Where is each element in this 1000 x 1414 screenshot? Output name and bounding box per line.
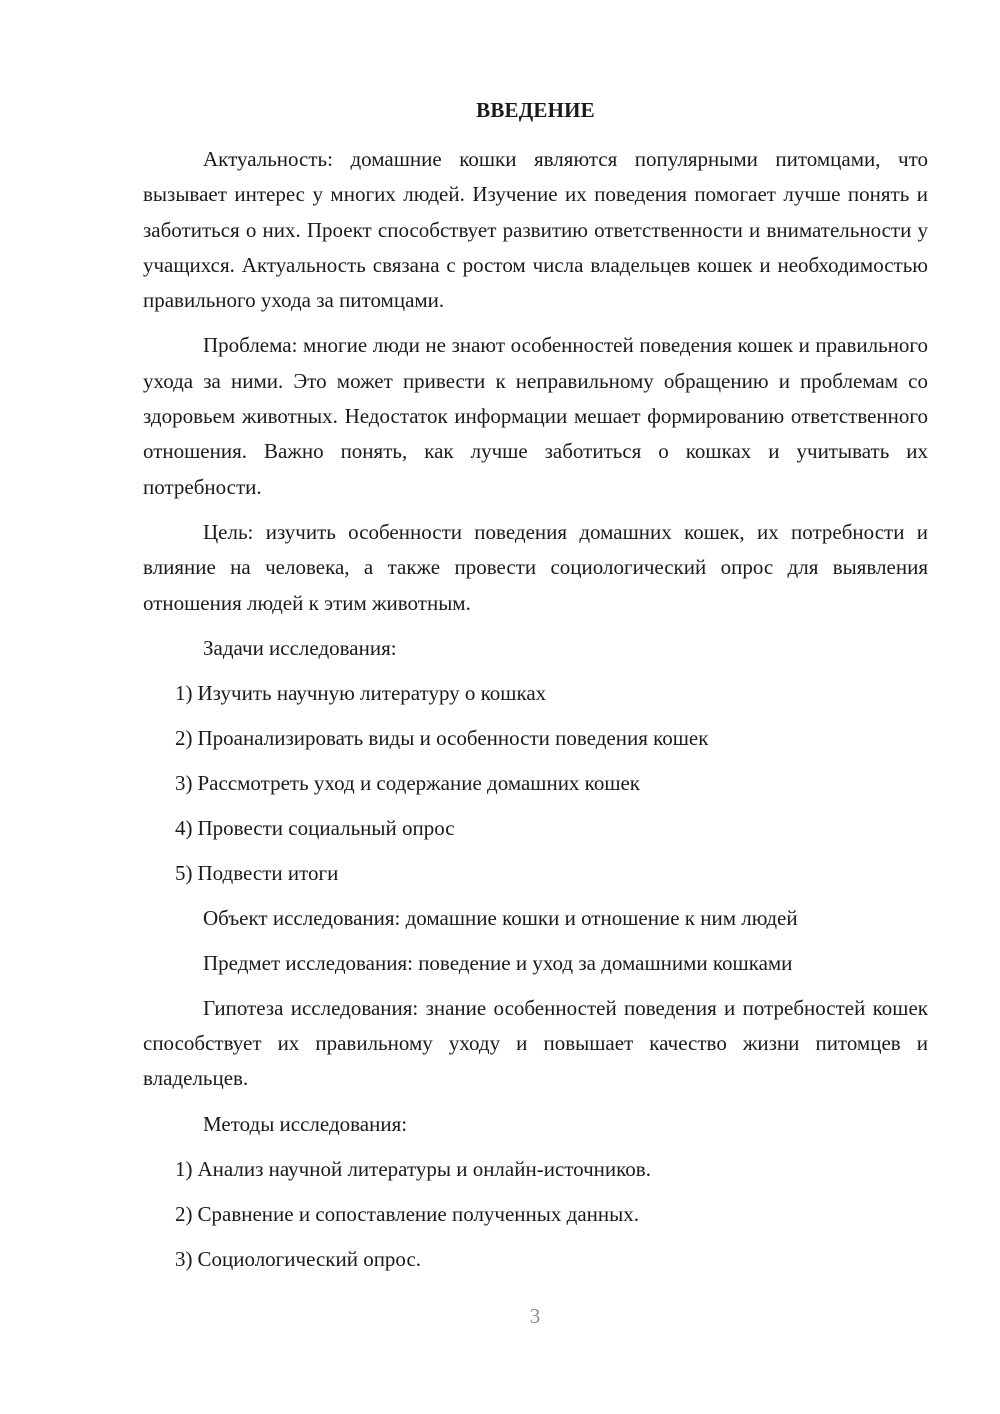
task-number: 3) <box>175 770 193 795</box>
method-item <box>143 1197 928 1232</box>
document-page <box>143 94 928 1287</box>
task-text: Подвести итоги <box>197 860 339 885</box>
method-number: 1) <box>175 1156 193 1181</box>
task-text: Провести социальный опрос <box>197 815 455 840</box>
methods-heading: Методы исследования: <box>203 1111 408 1136</box>
method-text: Сравнение и сопоставление полученных данных. <box>197 1201 639 1226</box>
method-item <box>143 1152 928 1187</box>
task-item <box>143 811 928 846</box>
method-item <box>143 1242 928 1277</box>
task-text: Проанализировать виды и особенности поведения кошек <box>197 725 709 750</box>
task-item <box>143 676 928 711</box>
task-text: Изучить научную литературу о кошках <box>197 680 547 705</box>
method-text: Анализ научной литературы и онлайн-источников. <box>197 1156 651 1181</box>
task-item <box>143 856 928 891</box>
problem-paragraph: Проблема: многие люди не знают особенностей поведения кошек и правильного ухода за ними. Это может привести к неправильному обращению и проблемам со здоровьем животных. Недостаток информации мешает формированию ответственного отношения. Важно понять, как лучше заботиться о кошках и учитывать их потребности. <box>143 333 928 499</box>
method-number: 2) <box>175 1201 193 1226</box>
tasks-heading: Задачи исследования: <box>203 635 397 660</box>
research-subject: Предмет исследования: поведение и уход за домашними кошками <box>203 950 793 975</box>
task-number: 4) <box>175 815 193 840</box>
method-number: 3) <box>175 1246 193 1271</box>
task-number: 2) <box>175 725 193 750</box>
hypothesis-paragraph: Гипотеза исследования: знание особенностей поведения и потребностей кошек способствует их правильному уходу и повышает качество жизни питомцев и владельцев. <box>143 995 928 1091</box>
task-text: Рассмотреть уход и содержание домашних кошек <box>197 770 641 795</box>
research-object: Объект исследования: домашние кошки и отношение к ним людей <box>203 905 798 930</box>
task-number: 5) <box>175 860 193 885</box>
page-number: 3 <box>529 1304 541 1328</box>
relevance-paragraph: Актуальность: домашние кошки являются популярными питомцами, что вызывает интерес у многих людей. Изучение их поведения помогает лучше понять и заботиться о них. Проект способствует развитию ответственности и внимательности у учащихся. Актуальность связана с ростом числа владельцев кошек и необходимостью правильного ухода за питомцами. <box>143 147 928 313</box>
task-item <box>143 766 928 801</box>
task-number: 1) <box>175 680 193 705</box>
methods-list <box>143 1152 928 1277</box>
task-item <box>143 721 928 756</box>
tasks-list <box>143 676 928 891</box>
method-text: Социологический опрос. <box>197 1246 422 1271</box>
goal-paragraph: Цель: изучить особенности поведения домашних кошек, их потребности и влияние на человека, а также провести социологический опрос для выявления отношения людей к этим животным. <box>143 519 928 615</box>
section-title: ВВЕДЕНИЕ <box>476 98 595 122</box>
